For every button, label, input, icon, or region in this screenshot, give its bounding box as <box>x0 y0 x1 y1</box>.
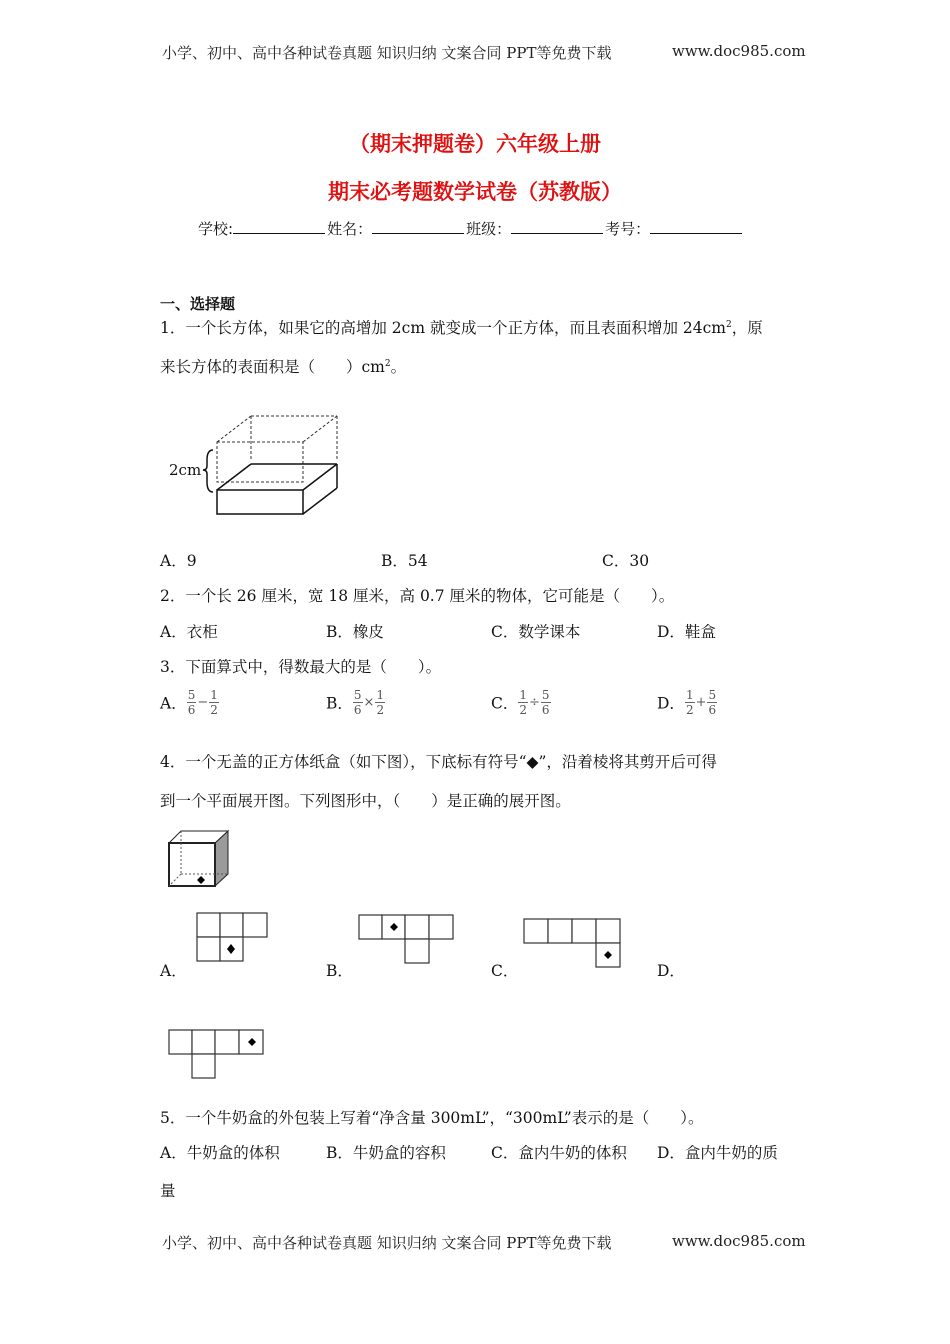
q5-text: 5．一个牛奶盒的外包装上写着“净含量 300mL”，“300mL”表示的是（ ）。 <box>160 1109 704 1127</box>
q1-line-1: 1．一个长方体，如果它的高增加 2cm 就变成一个正方体，而且表面积增加 $24cm^2$，原 <box>160 319 763 337</box>
number-blank[interactable] <box>650 219 742 234</box>
title-line-2: 期末必考题数学试卷（苏教版） <box>328 180 622 204</box>
q1-option-b[interactable]: B．54 <box>381 552 428 570</box>
section-heading: 一、选择题 <box>160 295 236 313</box>
q5-option-d[interactable]: D．盒内牛奶的质 <box>657 1144 778 1162</box>
q3-option-c[interactable]: C． $\frac{1}{2}$ ÷ $\frac{5}{6}$ <box>491 688 550 717</box>
q4-option-c[interactable]: C． <box>491 962 519 980</box>
name-blank[interactable] <box>372 219 464 234</box>
class-label: 班级： <box>466 220 512 238</box>
school-label: 学校: <box>198 220 234 238</box>
number-label: 考号： <box>605 220 651 238</box>
footer-site-link[interactable]: www.doc985.com <box>672 1232 806 1250</box>
q4-line-2: 到一个平面展开图。下列图形中，（ ）是正确的展开图。 <box>160 792 571 810</box>
q2-option-b[interactable]: B．橡皮 <box>326 623 384 641</box>
q4-option-b[interactable]: B． <box>326 962 353 980</box>
q4-open-box-figure <box>168 830 232 890</box>
q4-line-1: 4．一个无盖的正方体纸盒（如下图），下底标有符号“◆”，沿着棱将其剪开后可得 <box>160 753 717 771</box>
q1-line-2: 来长方体的表面积是（ ）$cm^2$。 <box>160 358 407 376</box>
title-line-1: （期末押题卷）六年级上册 <box>349 132 601 156</box>
q5-option-c[interactable]: C．盒内牛奶的体积 <box>491 1144 627 1162</box>
q1-height-label: 2cm <box>169 461 202 479</box>
student-info-line <box>198 218 744 239</box>
q5-option-b[interactable]: B．牛奶盒的容积 <box>326 1144 446 1162</box>
q4-option-d[interactable]: D． <box>657 962 685 980</box>
q4-net-d <box>168 1029 266 1081</box>
q3-option-d[interactable]: D． $\frac{1}{2}$ + $\frac{5}{6}$ <box>657 688 717 717</box>
q1-option-c[interactable]: C．30 <box>602 552 650 570</box>
footer-ad-text: 小学、初中、高中各种试卷真题 知识归纳 文案合同 PPT等免费下载 <box>162 1234 612 1252</box>
q2-option-d[interactable]: D．鞋盒 <box>657 623 716 641</box>
q2-option-a[interactable]: A．衣柜 <box>160 623 218 641</box>
q4-net-b <box>358 914 456 966</box>
q2-option-c[interactable]: C．数学课本 <box>491 623 581 641</box>
q3-option-b[interactable]: B． $\frac{5}{6}$ × $\frac{1}{2}$ <box>326 688 385 717</box>
header-site-link[interactable]: www.doc985.com <box>672 42 806 60</box>
q4-option-a[interactable]: A． <box>160 962 187 980</box>
q1-option-a[interactable]: A．9 <box>160 552 197 570</box>
class-blank[interactable] <box>511 219 603 234</box>
school-blank[interactable] <box>233 219 325 234</box>
q3-text: 3．下面算式中，得数最大的是（ ）。 <box>160 658 442 676</box>
q5-option-a[interactable]: A．牛奶盒的体积 <box>160 1144 280 1162</box>
header-ad-text: 小学、初中、高中各种试卷真题 知识归纳 文案合同 PPT等免费下载 <box>162 44 612 62</box>
name-label: 姓名： <box>327 220 373 238</box>
q3-option-a[interactable]: A． $\frac{5}{6}$ − $\frac{1}{2}$ <box>160 688 218 717</box>
q4-net-c <box>523 918 623 970</box>
q2-text: 2．一个长 26 厘米，宽 18 厘米，高 0.7 厘米的物体，它可能是（ ）。 <box>160 587 675 605</box>
q5-option-d-wrap: 量 <box>160 1182 176 1200</box>
q4-net-a <box>196 912 270 964</box>
